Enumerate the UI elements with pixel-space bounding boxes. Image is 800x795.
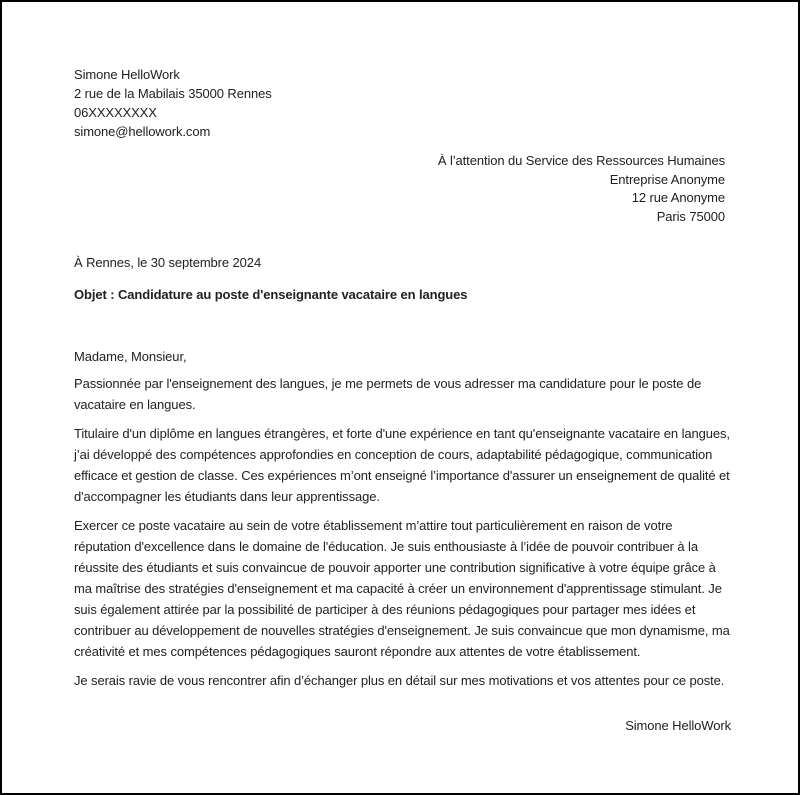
- recipient-block: [438, 152, 725, 226]
- paragraph-intro: Passionnée par l'enseignement des langues, je me permets de vous adresser ma candidature pour le poste de vacataire en langues.: [74, 376, 702, 412]
- date-line: À Rennes, le 30 septembre 2024: [74, 255, 262, 270]
- paragraph-closing: Je serais ravie de vous rencontrer afin d’échanger plus en détail sur mes motivations et vos attentes pour ce poste.: [74, 673, 725, 688]
- sender-email: simone@hellowork.com: [74, 124, 211, 139]
- paragraph-experience: Titulaire d'un diplôme en langues étrangères, et forte d'une expérience en tant qu'enseignante vacataire en langues, j’ai développé des compétences approfondies en conception de cours, adaptabilité pédagogique, communication efficace et gestion de classe. Ces expériences m’ont enseigné l’importance d'assurer un enseignement de qualité et d'accompagner les étudiants dans leur apprentissage.: [74, 426, 730, 504]
- sender-name: Simone HelloWork: [74, 67, 180, 82]
- recipient-attention: À l’attention du Service des Ressources Humaines: [437, 153, 725, 168]
- recipient-city: Paris 75000: [656, 208, 725, 224]
- paragraph-motivation: Exercer ce poste vacataire au sein de votre établissement m’attire tout particulièrement en raison de votre réputation d'excellence dans le domaine de l'éducation. Je suis enthousiaste à l’idée de pouvoir contribuer à la réussite des étudiants et suis convaincue de pouvoir apporter une contribution significative à votre équipe grâce à ma maîtrise des stratégies d'enseignement et ma capacité à créer un environnement d'apprentissage stimulant. Je suis également attirée par la possibilité de participer à des réunions pédagogiques pour partager mes idées et contribuer au développement de nouvelles stratégies d'enseignement. Je suis convaincue que mon dynamisme, ma créativité et mes compétences pédagogiques sauront répondre aux attentes de votre établissement.: [74, 518, 730, 659]
- subject-line: Objet : Candidature au poste d'enseignante vacataire en langues: [74, 287, 468, 302]
- recipient-address: 12 rue Anonyme: [631, 190, 725, 205]
- letter-body: [74, 346, 731, 736]
- sender-block: [74, 65, 272, 141]
- sender-address: 2 rue de la Mabilais 35000 Rennes: [74, 86, 272, 101]
- sender-phone: 06XXXXXXXX: [74, 105, 157, 120]
- recipient-company: Entreprise Anonyme: [609, 171, 725, 187]
- salutation: Madame, Monsieur,: [74, 349, 187, 364]
- signature: Simone HelloWork: [625, 718, 731, 733]
